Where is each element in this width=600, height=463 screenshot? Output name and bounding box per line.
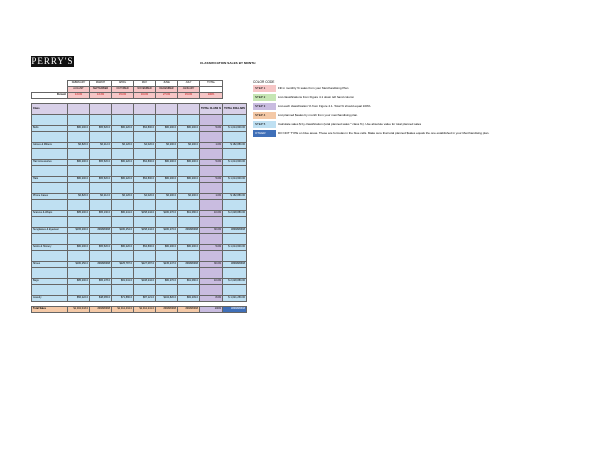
class-total: $ 1,014,600.00 xyxy=(223,160,247,166)
month-header: JULY xyxy=(178,81,200,87)
month-value: $80,220.0 xyxy=(112,177,134,183)
month-value: $6,200.0 xyxy=(178,194,200,200)
month-value: $80,270.0 xyxy=(156,279,178,285)
legend-text: List classifications from Figure 4.1 down left hand column xyxy=(278,95,355,99)
month-sub[interactable]: OCTOBER xyxy=(112,87,134,93)
month-value: $82,209.0 xyxy=(178,296,200,302)
percent-cell[interactable]: 27.0% xyxy=(156,93,178,99)
class-total: $ 2,028,880.00 xyxy=(223,279,247,285)
month-value: $85,200.0 xyxy=(68,279,90,285)
month-value: $80,200.0 xyxy=(68,126,90,132)
class-name[interactable]: Jewelry xyxy=(32,296,68,302)
total-percent: 100% xyxy=(200,307,223,313)
legend-row xyxy=(253,85,583,94)
month-value: $180,270.0 xyxy=(156,228,178,234)
month-value: $80,200.0 xyxy=(178,126,200,132)
month-value: $6,126.0 xyxy=(112,143,134,149)
month-header: MAY xyxy=(134,81,156,87)
class-name[interactable]: Scarves & Wraps xyxy=(32,211,68,217)
month-header: MARCH xyxy=(90,81,112,87)
month-value: ######### xyxy=(178,228,200,234)
month-value: $80,200.0 xyxy=(178,177,200,183)
month-value: $65,520.0 xyxy=(90,126,112,132)
month-value: $61,080.0 xyxy=(178,211,200,217)
month-value: $80,220.0 xyxy=(112,160,134,166)
column-header-blank xyxy=(90,104,112,115)
column-header-blank xyxy=(178,104,200,115)
class-percent[interactable]: 30.0% xyxy=(200,228,223,234)
class-percent[interactable]: 1.0% xyxy=(200,194,223,200)
sheet-title: CLASSIFICATION SALES BY MONTH xyxy=(200,61,256,65)
month-value: $65,520.0 xyxy=(90,245,112,251)
legend-swatch: STEP 1 xyxy=(253,85,276,92)
month-value: $6,200.0 xyxy=(156,194,178,200)
percent-cell[interactable]: 100% xyxy=(200,93,223,99)
total-sales-value[interactable]: $1,002,043.0 xyxy=(68,307,90,313)
month-value: $108,244.0 xyxy=(134,279,156,285)
month-header: TOTAL xyxy=(200,81,223,87)
class-percent[interactable]: 5.0% xyxy=(200,177,223,183)
legend-swatch: STEP 2 xyxy=(253,94,276,101)
month-value: $102,820.0 xyxy=(156,296,178,302)
class-total: ########## xyxy=(223,262,247,268)
month-value: ######### xyxy=(90,228,112,234)
month-header: JUNE xyxy=(156,81,178,87)
month-value: $54,800.0 xyxy=(134,126,156,132)
month-value: $80,200.0 xyxy=(68,160,90,166)
month-value: ######### xyxy=(178,262,200,268)
month-value: $227,087.0 xyxy=(134,262,156,268)
total-dollars-header: TOTAL DOLLARS xyxy=(223,104,247,115)
percent-cell[interactable]: 13.0% xyxy=(68,93,90,99)
month-header: APRIL xyxy=(112,81,134,87)
legend-row xyxy=(253,94,583,103)
legend-row xyxy=(253,121,583,130)
total-sales-value[interactable]: ######### xyxy=(156,307,178,313)
class-name[interactable]: Gloves & Mittens xyxy=(32,143,68,149)
legend-text: DO NOT TYPE on blue areas. These are formulas in the blue cells. Make sure that total planned $sales equals the one established in your Merchandising plan. xyxy=(278,131,490,135)
class-name[interactable]: Hats xyxy=(32,177,68,183)
month-sub[interactable]: DECEMBER xyxy=(156,87,178,93)
month-value: $225,787.0 xyxy=(112,262,134,268)
class-percent[interactable]: 10.0% xyxy=(200,211,223,217)
legend-header: COLOR CODE xyxy=(253,80,275,84)
legend-swatch: STEP 4 xyxy=(253,112,276,119)
classification-sales-table xyxy=(31,80,247,313)
month-value: $80,200.0 xyxy=(178,160,200,166)
month-value: $6,820.0 xyxy=(68,194,90,200)
month-value: $4,020.0 xyxy=(134,194,156,200)
class-percent[interactable]: 5.0% xyxy=(200,160,223,166)
month-value: $65,520.0 xyxy=(90,160,112,166)
month-value: $56,222.0 xyxy=(68,296,90,302)
column-header-blank xyxy=(156,104,178,115)
month-value: $180,250.0 xyxy=(68,262,90,268)
month-value: $61,080.0 xyxy=(178,279,200,285)
month-value: $87,121.0 xyxy=(134,296,156,302)
month-value: $81,041.0 xyxy=(112,279,134,285)
class-percent[interactable]: 5.0% xyxy=(200,245,223,251)
month-value: $80,200.0 xyxy=(68,245,90,251)
month-sub[interactable]: AUGUST xyxy=(68,87,90,93)
legend-swatch: STEP 3 xyxy=(253,103,276,110)
month-value: ######### xyxy=(90,262,112,268)
month-value: $180,270.0 xyxy=(156,211,178,217)
percent-cell[interactable]: 16.0% xyxy=(134,93,156,99)
month-value: $6,200.0 xyxy=(178,143,200,149)
class-total: $ 182,880.00 xyxy=(223,194,247,200)
month-value: $165,200.0 xyxy=(68,228,90,234)
total-sales-value[interactable]: ######### xyxy=(178,307,200,313)
month-sub[interactable]: SEPTEMBER xyxy=(90,87,112,93)
month-value: $54,800.0 xyxy=(134,160,156,166)
month-value: $180,254.0 xyxy=(112,228,134,234)
class-name[interactable]: Bags xyxy=(32,279,68,285)
column-header-blank xyxy=(134,104,156,115)
month-value: $6,126.0 xyxy=(112,194,134,200)
class-total: $ 1,014,600.00 xyxy=(223,126,247,132)
legend-text: List each classification % from Figure 4.1. Total % should equal 100%. xyxy=(278,104,372,108)
legend-row xyxy=(253,112,583,121)
month-value: $65,130.0 xyxy=(90,211,112,217)
grand-total: ########## xyxy=(223,307,247,313)
month-value: $80,220.0 xyxy=(112,245,134,251)
month-sub[interactable]: NOVEMBER xyxy=(134,87,156,93)
month-value: $80,200.0 xyxy=(156,177,178,183)
legend-text: Calculate sales $ by classification (total planned sales * class %). Use absolute value for total planned sales xyxy=(278,122,422,126)
month-value: $158,244.0 xyxy=(134,211,156,217)
class-name[interactable]: Hair Accessories xyxy=(32,160,68,166)
class-name[interactable]: Sunglasses & Eyewear xyxy=(32,228,68,234)
class-percent[interactable]: 10.0% xyxy=(200,279,223,285)
legend-row xyxy=(253,130,583,139)
percent-label: Percent xyxy=(32,93,68,99)
month-value: $6,212.0 xyxy=(90,143,112,149)
month-value: $80,200.0 xyxy=(156,245,178,251)
column-header-blank xyxy=(68,104,90,115)
month-value: $245,247.0 xyxy=(156,262,178,268)
class-name[interactable]: Shoes xyxy=(32,262,68,268)
percent-cell[interactable]: 15.0% xyxy=(112,93,134,99)
month-value: $65,178.0 xyxy=(90,279,112,285)
legend-swatch: OTHER xyxy=(253,130,276,137)
month-sub[interactable]: JANUARY xyxy=(178,87,200,93)
month-value: $80,200.0 xyxy=(156,126,178,132)
month-value: $65,520.0 xyxy=(90,177,112,183)
month-value: $80,220.0 xyxy=(112,126,134,132)
legend-row xyxy=(253,103,583,112)
total-sales-row xyxy=(32,307,247,313)
column-header-blank xyxy=(112,104,134,115)
month-value: $80,200.0 xyxy=(178,245,200,251)
legend-text: List planned $sales by month from your merchandising plan. xyxy=(278,113,359,117)
color-code-legend xyxy=(253,80,583,139)
month-value: $85,200.0 xyxy=(68,211,90,217)
class-name[interactable]: Belts xyxy=(32,126,68,132)
total-class-pct-header: TOTAL CLASS % xyxy=(200,104,223,115)
month-value: $6,212.0 xyxy=(90,194,112,200)
class-percent[interactable]: 8.0% xyxy=(200,296,223,302)
month-value: $54,800.0 xyxy=(134,177,156,183)
month-header: FEBRUARY xyxy=(68,81,90,87)
class-total: $ 1,014,600.00 xyxy=(223,177,247,183)
legend-swatch: STEP 5 xyxy=(253,121,276,128)
class-name[interactable]: Phone Cases xyxy=(32,194,68,200)
class-column-header: Class xyxy=(32,104,68,115)
total-sales-value[interactable]: $1,012,241.0 xyxy=(134,307,156,313)
month-value: $80,241.0 xyxy=(112,211,134,217)
month-value: $54,800.0 xyxy=(134,245,156,251)
class-percent[interactable]: 30.0% xyxy=(200,262,223,268)
month-value: $4,020.0 xyxy=(134,143,156,149)
month-value: $6,200.0 xyxy=(156,143,178,149)
class-total: $ 1,621,250.00 xyxy=(223,296,247,302)
month-value: $80,200.0 xyxy=(68,177,90,183)
class-total: $ 2,028,880.00 xyxy=(223,211,247,217)
class-total: $ 182,880.00 xyxy=(223,143,247,149)
month-value: $6,820.0 xyxy=(68,143,90,149)
month-value: $80,200.0 xyxy=(156,160,178,166)
perrys-logo: PERRY'S xyxy=(31,56,74,66)
class-name[interactable]: Socks & Hosiery xyxy=(32,245,68,251)
month-value: $71,880.0 xyxy=(112,296,134,302)
percent-cell[interactable]: 13.3% xyxy=(90,93,112,99)
column-header-row xyxy=(32,104,247,115)
total-sales-value[interactable]: $1,012,434.0 xyxy=(112,307,134,313)
total-sales-value[interactable]: ######### xyxy=(90,307,112,313)
percent-cell[interactable]: 15.0% xyxy=(178,93,200,99)
month-value: $158,244.0 xyxy=(134,228,156,234)
total-sales-label: Total Sales xyxy=(32,307,68,313)
month-value: $48,065.0 xyxy=(90,296,112,302)
class-total: $ 1,014,600.00 xyxy=(223,245,247,251)
legend-text: Fill in monthly % sales from your Merchandising Plan xyxy=(278,86,349,90)
class-total: ########## xyxy=(223,228,247,234)
class-percent[interactable]: 1.0% xyxy=(200,143,223,149)
class-percent[interactable]: 5.0% xyxy=(200,126,223,132)
